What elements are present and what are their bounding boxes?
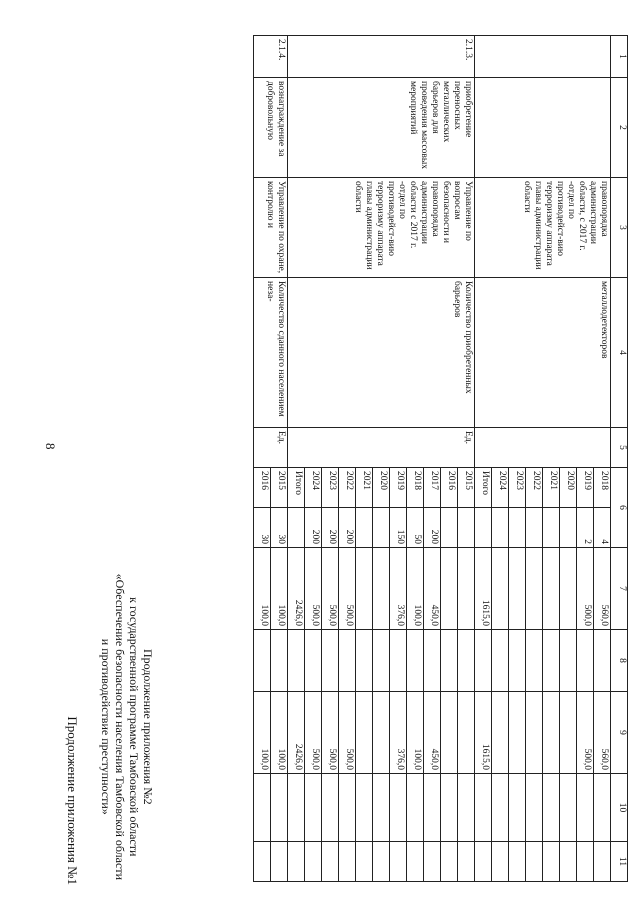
regional-funding-cell: 100,0 (407, 692, 424, 774)
header-line: Продолжение приложения №2 (141, 648, 155, 805)
other-funding-cell (594, 842, 611, 882)
other-funding-cell (560, 842, 577, 882)
regional-funding-cell: 376,0 (390, 692, 407, 774)
local-funding-cell (458, 774, 475, 842)
other-funding-cell (305, 842, 322, 882)
federal-funding-cell (509, 630, 526, 692)
federal-funding-cell (305, 630, 322, 692)
total-funding-cell (543, 548, 560, 630)
local-funding-cell (475, 774, 492, 842)
col-num: 1 (611, 36, 628, 78)
header-line: и противодействие преступности» (99, 638, 113, 815)
year-cell: 2018 (594, 468, 611, 508)
continuation-appendix-1: Продолжение приложения №1 (65, 716, 80, 885)
year-cell: 2020 (560, 468, 577, 508)
quantity-cell: 50 (407, 508, 424, 548)
total-funding-cell: 500,0 (577, 548, 594, 630)
local-funding-cell (356, 774, 373, 842)
item-number (475, 36, 611, 78)
col-num: 7 (611, 548, 628, 630)
total-funding-cell (526, 548, 543, 630)
quantity-cell: 200 (305, 508, 322, 548)
year-cell: 2019 (577, 468, 594, 508)
regional-funding-cell (356, 692, 373, 774)
local-funding-cell (543, 774, 560, 842)
responsible-executor: Управление по вопросам безопасности и правопорядка администрации области с 2017 г. -отдел по противодейст-вию терроризму аппарата главы администрации области (288, 178, 475, 278)
col-num: 5 (611, 428, 628, 468)
federal-funding-cell (254, 630, 271, 692)
local-funding-cell (322, 774, 339, 842)
quantity-cell (458, 508, 475, 548)
quantity-cell: 200 (339, 508, 356, 548)
federal-funding-cell (492, 630, 509, 692)
local-funding-cell (526, 774, 543, 842)
other-funding-cell (526, 842, 543, 882)
program-table (253, 35, 628, 882)
other-funding-cell (458, 842, 475, 882)
other-funding-cell (577, 842, 594, 882)
federal-funding-cell (356, 630, 373, 692)
quantity-cell (288, 508, 305, 548)
other-funding-cell (339, 842, 356, 882)
regional-funding-cell: 500,0 (305, 692, 322, 774)
local-funding-cell (407, 774, 424, 842)
col-num: 6 (611, 468, 628, 548)
unit: Ед. (254, 428, 288, 468)
quantity-cell: 150 (390, 508, 407, 548)
regional-funding-cell: 450,0 (424, 692, 441, 774)
other-funding-cell (424, 842, 441, 882)
header-line: «Обеспечение безопасности населения Тамбовской области (113, 573, 127, 880)
responsible-executor: правопорядка администрации области, с 2017 г. -отдел по противодейст-вию терроризму аппарата главы администрации области (475, 178, 611, 278)
year-cell: 2020 (373, 468, 390, 508)
other-funding-cell (492, 842, 509, 882)
quantity-cell: 200 (322, 508, 339, 548)
regional-funding-cell (458, 692, 475, 774)
regional-funding-cell (441, 692, 458, 774)
local-funding-cell (390, 774, 407, 842)
regional-funding-cell: 560,0 (594, 692, 611, 774)
other-funding-cell (356, 842, 373, 882)
local-funding-cell (577, 774, 594, 842)
local-funding-cell (254, 774, 271, 842)
table-row (458, 36, 475, 882)
table-row (594, 36, 611, 882)
year-cell: 2015 (271, 468, 288, 508)
federal-funding-cell (458, 630, 475, 692)
year-cell: 2023 (322, 468, 339, 508)
item-number: 2.1.4. (254, 36, 288, 78)
federal-funding-cell (339, 630, 356, 692)
regional-funding-cell: 500,0 (322, 692, 339, 774)
quantity-cell: 200 (424, 508, 441, 548)
local-funding-cell (339, 774, 356, 842)
total-funding-cell: 100,0 (407, 548, 424, 630)
quantity-cell (492, 508, 509, 548)
table-row (271, 36, 288, 882)
federal-funding-cell (407, 630, 424, 692)
regional-funding-cell (560, 692, 577, 774)
other-funding-cell (271, 842, 288, 882)
indicator-name: Количество сданного населением неза- (254, 278, 288, 428)
year-cell: 2021 (356, 468, 373, 508)
year-cell: 2018 (407, 468, 424, 508)
total-funding-cell (356, 548, 373, 630)
local-funding-cell (594, 774, 611, 842)
year-cell: 2023 (509, 468, 526, 508)
local-funding-cell (560, 774, 577, 842)
year-cell: 2015 (458, 468, 475, 508)
federal-funding-cell (424, 630, 441, 692)
col-num: 8 (611, 630, 628, 692)
col-num: 4 (611, 278, 628, 428)
unit (475, 428, 611, 468)
local-funding-cell (492, 774, 509, 842)
other-funding-cell (322, 842, 339, 882)
quantity-cell: 30 (271, 508, 288, 548)
other-funding-cell (543, 842, 560, 882)
quantity-cell (543, 508, 560, 548)
total-funding-cell: 450,0 (424, 548, 441, 630)
quantity-cell (441, 508, 458, 548)
other-funding-cell (288, 842, 305, 882)
year-cell: 2016 (254, 468, 271, 508)
year-cell: 2019 (390, 468, 407, 508)
indicator-name: Количество приобретенных барьеров (288, 278, 475, 428)
local-funding-cell (373, 774, 390, 842)
year-cell: 2016 (441, 468, 458, 508)
regional-funding-cell: 2426,0 (288, 692, 305, 774)
other-funding-cell (441, 842, 458, 882)
total-funding-cell (509, 548, 526, 630)
year-cell: 2022 (526, 468, 543, 508)
item-name (475, 78, 611, 178)
federal-funding-cell (526, 630, 543, 692)
item-number: 2.1.3. (288, 36, 475, 78)
federal-funding-cell (288, 630, 305, 692)
federal-funding-cell (560, 630, 577, 692)
local-funding-cell (441, 774, 458, 842)
year-cell: 2021 (543, 468, 560, 508)
total-funding-cell: 500,0 (322, 548, 339, 630)
federal-funding-cell (322, 630, 339, 692)
col-num: 3 (611, 178, 628, 278)
item-name: вознаграждение за добровольную (254, 78, 288, 178)
column-number-row (611, 36, 628, 882)
quantity-cell: 2 (577, 508, 594, 548)
quantity-cell (373, 508, 390, 548)
year-cell: Итого (288, 468, 305, 508)
local-funding-cell (509, 774, 526, 842)
responsible-executor: Управление по охране, контролю и (254, 178, 288, 278)
regional-funding-cell: 100,0 (271, 692, 288, 774)
other-funding-cell (509, 842, 526, 882)
federal-funding-cell (543, 630, 560, 692)
total-funding-cell: 560,0 (594, 548, 611, 630)
regional-funding-cell (526, 692, 543, 774)
appendix-2-header (99, 574, 155, 880)
federal-funding-cell (594, 630, 611, 692)
federal-funding-cell (577, 630, 594, 692)
regional-funding-cell (543, 692, 560, 774)
year-cell: 2017 (424, 468, 441, 508)
regional-funding-cell (492, 692, 509, 774)
local-funding-cell (424, 774, 441, 842)
quantity-cell (526, 508, 543, 548)
unit: Ед. (288, 428, 475, 468)
col-num: 11 (611, 842, 628, 882)
regional-funding-cell: 1615,0 (475, 692, 492, 774)
other-funding-cell (407, 842, 424, 882)
total-funding-cell: 376,0 (390, 548, 407, 630)
total-funding-cell (441, 548, 458, 630)
indicator-name: металлодетекторов (475, 278, 611, 428)
regional-funding-cell: 500,0 (339, 692, 356, 774)
regional-funding-cell: 100,0 (254, 692, 271, 774)
quantity-cell: 30 (254, 508, 271, 548)
federal-funding-cell (373, 630, 390, 692)
item-name: приобретение переносных металлических барьеров для проведения массовых мероприятий (288, 78, 475, 178)
quantity-cell (475, 508, 492, 548)
quantity-cell (560, 508, 577, 548)
col-num: 2 (611, 78, 628, 178)
header-line: к государственной программе Тамбовской области (127, 597, 141, 857)
federal-funding-cell (271, 630, 288, 692)
federal-funding-cell (441, 630, 458, 692)
federal-funding-cell (390, 630, 407, 692)
other-funding-cell (475, 842, 492, 882)
other-funding-cell (390, 842, 407, 882)
local-funding-cell (271, 774, 288, 842)
quantity-cell: 4 (594, 508, 611, 548)
total-funding-cell (458, 548, 475, 630)
year-cell: 2024 (305, 468, 322, 508)
total-funding-cell: 500,0 (339, 548, 356, 630)
year-cell: 2024 (492, 468, 509, 508)
local-funding-cell (288, 774, 305, 842)
regional-funding-cell (509, 692, 526, 774)
total-funding-cell: 100,0 (271, 548, 288, 630)
other-funding-cell (373, 842, 390, 882)
page-number: 8 (43, 443, 58, 450)
total-funding-cell (373, 548, 390, 630)
year-cell: 2022 (339, 468, 356, 508)
total-funding-cell: 500,0 (305, 548, 322, 630)
col-num: 9 (611, 692, 628, 774)
quantity-cell (356, 508, 373, 548)
total-funding-cell: 2426,0 (288, 548, 305, 630)
regional-funding-cell (373, 692, 390, 774)
quantity-cell (509, 508, 526, 548)
regional-funding-cell: 500,0 (577, 692, 594, 774)
other-funding-cell (254, 842, 271, 882)
local-funding-cell (305, 774, 322, 842)
col-num: 10 (611, 774, 628, 842)
total-funding-cell: 100,0 (254, 548, 271, 630)
total-funding-cell: 1615,0 (475, 548, 492, 630)
federal-funding-cell (475, 630, 492, 692)
year-cell: Итого (475, 468, 492, 508)
total-funding-cell (560, 548, 577, 630)
total-funding-cell (492, 548, 509, 630)
